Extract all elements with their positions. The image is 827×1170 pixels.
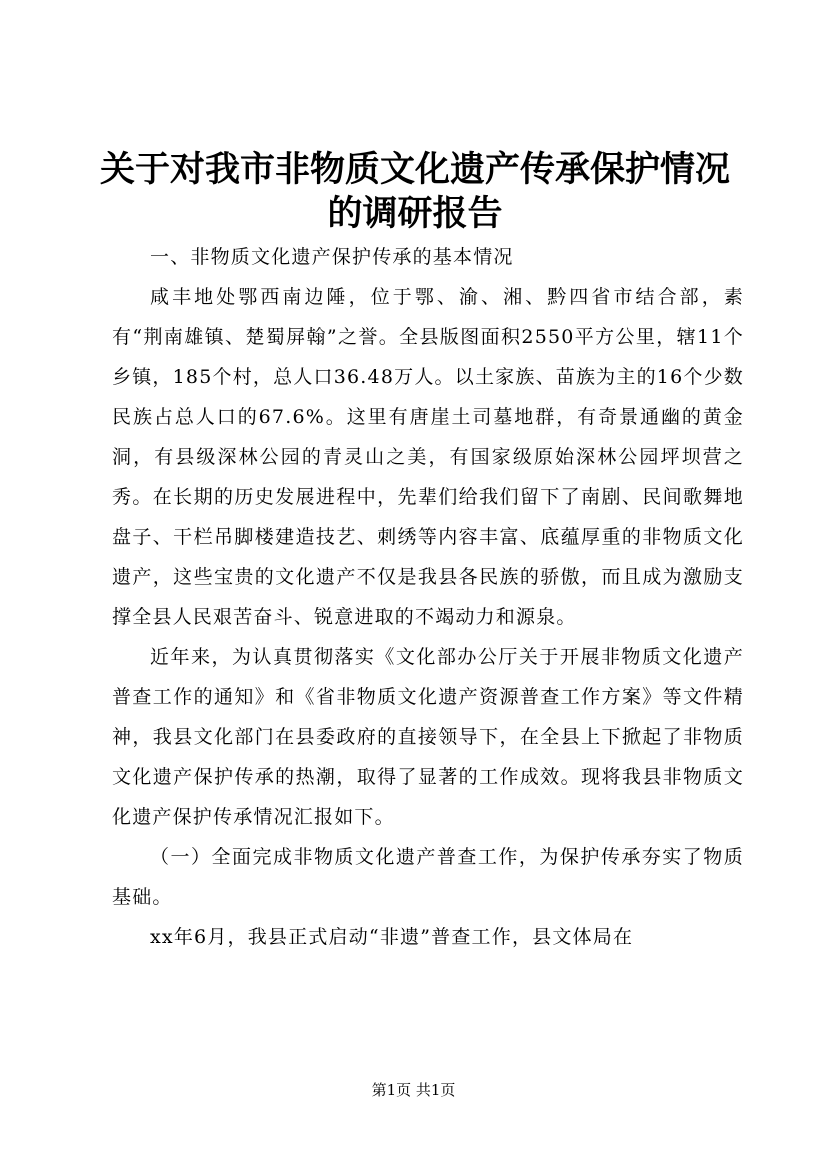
section-heading: 一、非物质文化遗产保护传承的基本情况 [150,246,514,268]
body-paragraph: xx年6月，我县正式启动“非遗”普查工作，县文体局在 [150,926,634,948]
page-footer: 第1页 共1页 [371,1081,456,1099]
body-paragraph: 咸丰地处鄂西南边陲，位于鄂、渝、湘、黔四省市结合部，素有“荆南雄镇、楚蜀屏翰”之誉。全县版图面积2550平方公里，辖11个乡镇，185个村，总人口36.48万人。以土家族、苗族为主的16个少数民族占总人口的67.6%。这里有唐崖土司墓地群，有奇景通幽的黄金洞，有县级深林公园的青灵山之美，有国家级原始深林公园坪坝营之秀。在长期的历史发展进程中，先辈们给我们留下了南剧、民间歌舞地盘子、干栏吊脚楼建造技艺、刺绣等内容丰富、底蕴厚重的非物质文化遗产，这些宝贵的文化遗产不仅是我县各民族的骄傲，而且成为激励支撑全县人民艰苦奋斗、锐意进取的不竭动力和源泉。 [112,286,744,628]
body-paragraph: 近年来，为认真贯彻落实《文化部办公厅关于开展非物质文化遗产普查工作的通知》和《省非物质文化遗产资源普查工作方案》等文件精神，我县文化部门在县委政府的直接领导下，在全县上下掀起了非物质文化遗产保护传承的热潮，取得了显著的工作成效。现将我县非物质文化遗产保护传承情况汇报如下。 [112,646,744,828]
document-body [112,237,744,957]
document-title: 关于对我市非物质文化遗产传承保护情况的调研报告 [99,149,730,234]
subsection-heading: （一）全面完成非物质文化遗产普查工作，为保护传承夯实了物质基础。 [112,846,744,908]
